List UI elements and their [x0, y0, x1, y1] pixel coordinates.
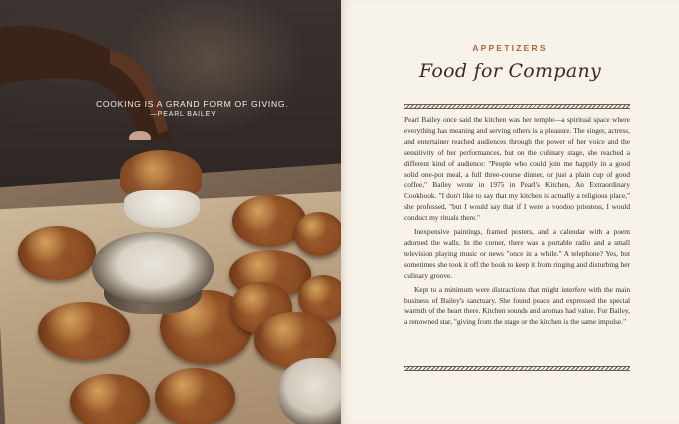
second-sauce-bowl: [278, 358, 341, 424]
decorative-rule-top: [404, 104, 630, 109]
fritter-3: [18, 226, 96, 280]
fritter-6: [38, 302, 130, 360]
dipped-fritter-sauce: [124, 190, 200, 228]
sauce-bowl: [92, 232, 214, 304]
decorative-rule-bottom: [404, 366, 630, 371]
hand-illustration: [0, 0, 180, 140]
paragraph-2: Inexpensive paintings, framed posters, and a calendar with a poem adorned the walls. In the corner, there was a portable radio and a small television playing music or news "once in a while." A telephone? Yes, but sometimes she took it off the hook to keep it from ringing and disturbing her culinary groove.: [404, 227, 630, 280]
page-title: Food for Company: [418, 60, 602, 82]
fritter-2: [294, 212, 341, 256]
fritter-11: [155, 368, 235, 424]
body-text: [404, 115, 630, 328]
section-label: APPETIZERS: [472, 43, 548, 53]
fritter-10: [70, 374, 150, 424]
photo-quote: COOKING IS A GRAND FORM OF GIVING.: [96, 99, 289, 109]
dipped-fritter: [120, 150, 202, 232]
paragraph-1: Pearl Bailey once said the kitchen was her temple—a spiritual space where everything has meaning and serving others is a pleasure. The singer, actress, and entertainer reached audiences through the power of her voice and the sensitivity of her performances, but on the culinary stage, she reached a different kind of audience: "People who could join me happily in a good solid one-pot meal, a full three-course dinner, or just a plain cup of good coffee," Bailey wrote in 1975 in Pearl's Kitchen, An Extraordinary Cookbook. "I don't like to say that my kitchen is actually a religious place," she professed, "but I would say that if I were a voodoo priestess, I would conduct my rituals there.": [404, 115, 630, 223]
text-page: [341, 0, 679, 424]
photo-quote-attribution: —PEARL BAILEY: [150, 111, 217, 118]
paragraph-3: Kept to a minimum were distractions that might interfere with the main business of Bailey's sanctuary. She found peace and expressed the special warmth of the heart there. Kitchen sounds and aromas had value. For Bailey, a renowned star, "giving from the stage or the kitchen is the same impulse.": [404, 284, 630, 327]
